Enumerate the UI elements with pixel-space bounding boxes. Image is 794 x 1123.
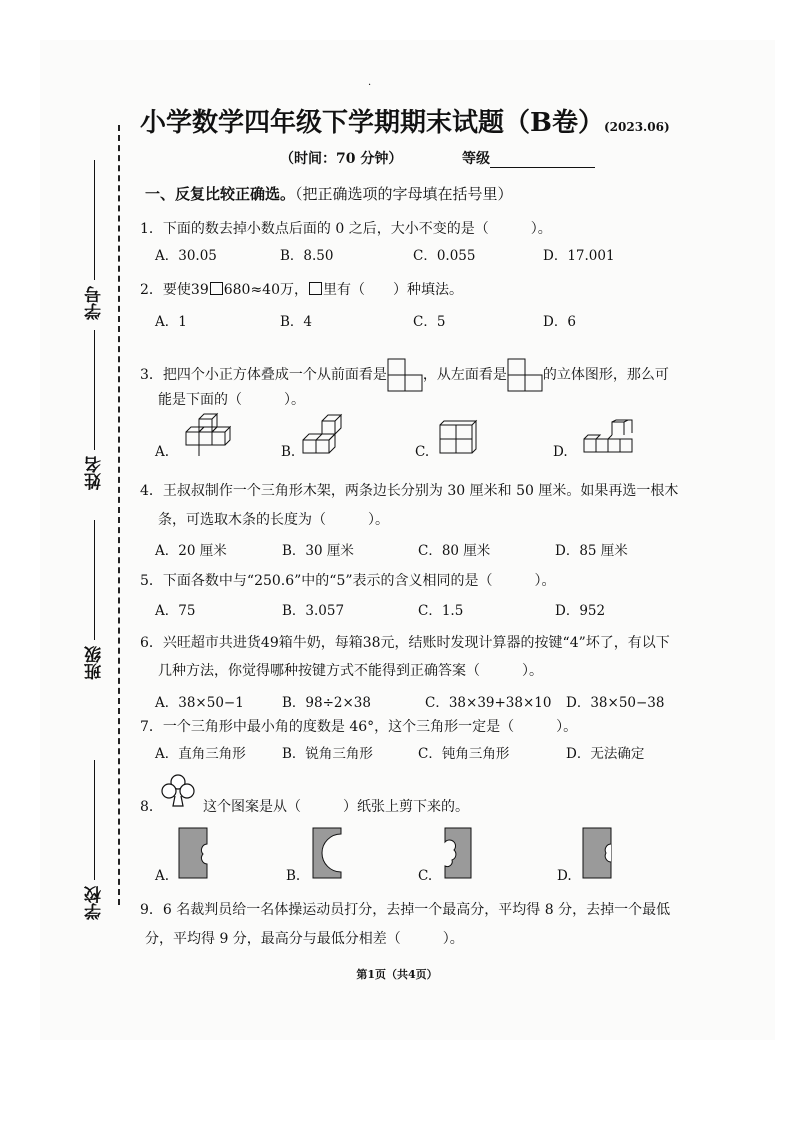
q7-option-b: B．锐角三角形 (282, 746, 373, 762)
q3-option-c-label: C. (415, 444, 430, 460)
q3-option-d-label: D. (553, 444, 568, 460)
section-1-title: 一、反复比较正确选。 (145, 185, 296, 203)
question-4: 4．王叔叔制作一个三角形木架，两条边长分别为 30 厘米和 50 厘米。如果再选一根木 (140, 483, 679, 499)
class-line (94, 520, 95, 640)
question-8-text: 这个图案是从（ ）纸张上剪下来的。 (203, 799, 469, 815)
blank-square-icon (309, 282, 322, 295)
q6-option-c: C．38×39+38×10 (425, 695, 552, 711)
q8-option-c-label: C. (418, 868, 433, 884)
student-id-line (94, 160, 95, 280)
section-1-heading (145, 183, 513, 204)
question-6-line-2: 几种方法，你觉得哪种按键方式不能得到正确答案（ ）。 (158, 663, 543, 679)
q3-option-b-cubes-icon (300, 412, 348, 456)
q8-option-a-label: A. (155, 868, 170, 884)
question-9: 9．6 名裁判员给一名体操运动员打分，去掉一个最高分，平均得 8 分，去掉一个最低 (140, 902, 671, 918)
grade-field (462, 148, 595, 168)
q3-text-c: 的立体图形，那么可 (542, 367, 669, 383)
q3-option-d-cubes-icon (582, 419, 634, 455)
question-1: 1．下面的数去掉小数点后面的 0 之后，大小不变的是（ ）。 (140, 221, 552, 237)
school-field (82, 760, 107, 920)
q7-option-c: C．钝角三角形 (418, 746, 510, 762)
page-footer: 第1页（共4页） (356, 968, 438, 981)
name-field (82, 330, 107, 490)
q8-option-b-label: B. (286, 868, 301, 884)
school-line (94, 760, 95, 880)
q5-option-b: B．3.057 (282, 603, 345, 619)
question-3-line-2: 能是下面的（ ）。 (158, 392, 305, 408)
school-label: 学校 (85, 886, 105, 920)
q1-option-c: C．0.055 (413, 248, 476, 264)
q1-option-b: B．8.50 (280, 248, 334, 264)
binding-dashed-line (118, 125, 120, 905)
question-6: 6．兴旺超市共进货49箱牛奶，每箱38元，结账时发现计算器的按键“4”坏了，有以下 (140, 635, 670, 651)
question-7: 7．一个三角形中最小角的度数是 46°，这个三角形一定是（ ）。 (140, 719, 578, 735)
q2-text-c: 里有（ ）种填法。 (323, 282, 464, 298)
q7-option-a: A．直角三角形 (155, 746, 246, 762)
left-view-icon (507, 358, 543, 392)
q2-text-a: 2．要使39 (140, 282, 209, 298)
q2-option-a: A．1 (155, 314, 187, 330)
q8-option-c-paper-icon (440, 826, 476, 880)
question-9-line-2: 分，平均得 9 分，最高分与最低分相差（ ）。 (145, 931, 464, 947)
q3-text-b: ，从左面看是 (422, 367, 507, 383)
student-id-field (82, 160, 107, 320)
club-pattern-icon (160, 772, 196, 808)
q6-option-b: B．98÷2×38 (282, 695, 371, 711)
q2-text-b: 680≈40万， (223, 282, 309, 298)
q5-option-c: C．1.5 (418, 603, 464, 619)
question-2 (140, 279, 463, 299)
q8-option-d-label: D. (557, 868, 572, 884)
q6-option-a: A．38×50−1 (155, 695, 244, 711)
name-line (94, 330, 95, 450)
exam-date: (2023.06) (603, 120, 670, 134)
q3-option-c-cubes-icon (438, 419, 478, 455)
q3-option-a-label: A. (155, 444, 170, 460)
front-view-icon (387, 358, 423, 392)
q1-option-a: A．30.05 (155, 248, 217, 264)
q5-option-d: D．952 (555, 603, 606, 619)
q4-option-a: A．20 厘米 (155, 543, 227, 559)
q3-text-a: 3．把四个小正方体叠成一个从前面看是 (140, 367, 387, 383)
question-5: 5．下面各数中与“250.6”中的“5”表示的含义相同的是（ ）。 (140, 573, 556, 589)
class-field (82, 520, 107, 680)
class-label: 班级 (85, 646, 105, 680)
q3-option-b-label: B. (281, 444, 296, 460)
q4-option-b: B．30 厘米 (282, 543, 354, 559)
q4-option-d: D．85 厘米 (555, 543, 628, 559)
question-4-line-2: 条，可选取木条的长度为（ ）。 (158, 512, 389, 528)
q8-option-b-paper-icon (310, 826, 346, 880)
q2-option-d: D．6 (543, 314, 576, 330)
q3-option-a-cubes-icon (183, 412, 231, 456)
section-1-hint: （把正确选项的字母填在括号里） (295, 185, 513, 203)
student-id-label: 学号 (85, 286, 105, 320)
q8-option-a-paper-icon (176, 826, 212, 880)
q8-number: 8． (140, 799, 163, 815)
q5-option-a: A．75 (155, 603, 196, 619)
q6-option-d: D．38×50−38 (566, 695, 665, 711)
blank-square-icon (210, 282, 223, 295)
question-3 (140, 358, 669, 392)
grade-label: 等级 (462, 151, 490, 167)
q7-option-d: D．无法确定 (566, 746, 645, 762)
name-label: 姓名 (85, 456, 105, 490)
time-label: （时间：70 分钟） (280, 151, 403, 167)
page-title (140, 102, 780, 139)
grade-line (490, 153, 595, 168)
title-text: 小学数学四年级下学期期末试题（B卷） (140, 108, 604, 138)
q4-option-c: C．80 厘米 (418, 543, 491, 559)
q1-option-d: D．17.001 (543, 248, 615, 264)
top-mark: · (368, 80, 372, 91)
q2-option-b: B．4 (280, 314, 313, 330)
q8-option-d-paper-icon (580, 826, 616, 880)
q2-option-c: C．5 (413, 314, 446, 330)
